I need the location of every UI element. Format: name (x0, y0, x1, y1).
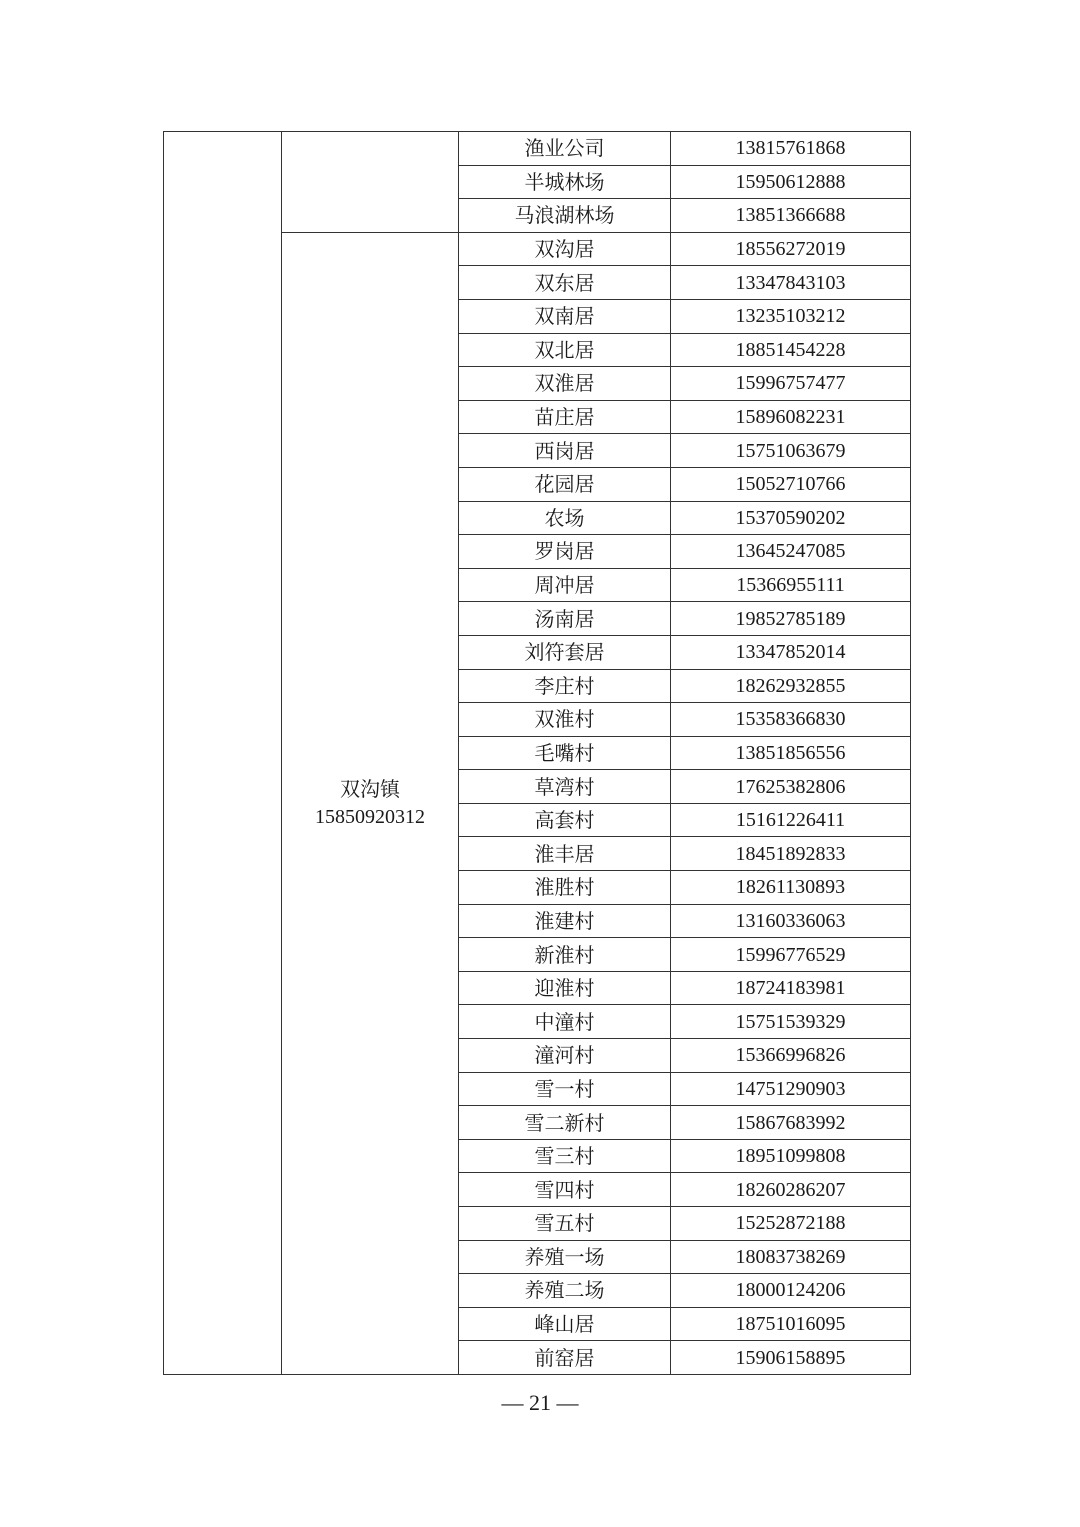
unit-name: 马浪湖林场 (459, 199, 671, 233)
unit-name: 雪五村 (459, 1207, 671, 1241)
unit-name: 淮建村 (459, 904, 671, 938)
unit-phone: 13235103212 (671, 299, 911, 333)
unit-phone: 15906158895 (671, 1341, 911, 1375)
unit-phone: 13347852014 (671, 635, 911, 669)
unit-phone: 14751290903 (671, 1072, 911, 1106)
unit-name: 雪二新村 (459, 1106, 671, 1140)
unit-name: 双沟居 (459, 232, 671, 266)
unit-name: 罗岗居 (459, 535, 671, 569)
unit-phone: 15161226411 (671, 803, 911, 837)
unit-name: 草湾村 (459, 770, 671, 804)
unit-name: 双淮居 (459, 367, 671, 401)
unit-phone: 13347843103 (671, 266, 911, 300)
unit-name: 峰山居 (459, 1307, 671, 1341)
unit-phone: 18556272019 (671, 232, 911, 266)
unit-phone: 15751539329 (671, 1005, 911, 1039)
unit-phone: 15358366830 (671, 703, 911, 737)
unit-phone: 18261130893 (671, 871, 911, 905)
unit-phone: 18951099808 (671, 1139, 911, 1173)
unit-name: 中潼村 (459, 1005, 671, 1039)
town-cell (282, 232, 459, 1374)
unit-name: 迎淮村 (459, 971, 671, 1005)
page-number: — 21 — (501, 1390, 579, 1415)
unit-phone: 15867683992 (671, 1106, 911, 1140)
unit-phone: 15896082231 (671, 400, 911, 434)
unit-name: 雪四村 (459, 1173, 671, 1207)
unit-name: 农场 (459, 501, 671, 535)
unit-phone: 15751063679 (671, 434, 911, 468)
unit-phone: 15996776529 (671, 938, 911, 972)
unit-name: 半城林场 (459, 165, 671, 199)
unit-phone: 13851856556 (671, 736, 911, 770)
unit-name: 淮胜村 (459, 871, 671, 905)
unit-name: 李庄村 (459, 669, 671, 703)
town-name: 双沟镇 (340, 777, 400, 802)
town-phone: 15850920312 (315, 806, 425, 829)
unit-name: 汤南居 (459, 602, 671, 636)
contact-table-body (164, 132, 911, 1375)
unit-name: 潼河村 (459, 1039, 671, 1073)
unit-name: 毛嘴村 (459, 736, 671, 770)
unit-phone: 13851366688 (671, 199, 911, 233)
unit-phone: 13815761868 (671, 132, 911, 166)
unit-name: 周冲居 (459, 568, 671, 602)
unit-phone: 18751016095 (671, 1307, 911, 1341)
unit-phone: 17625382806 (671, 770, 911, 804)
unit-phone: 15366996826 (671, 1039, 911, 1073)
unit-phone: 15996757477 (671, 367, 911, 401)
unit-name: 养殖二场 (459, 1274, 671, 1308)
unit-name: 双东居 (459, 266, 671, 300)
unit-phone: 19852785189 (671, 602, 911, 636)
unit-name: 渔业公司 (459, 132, 671, 166)
group-cell (282, 132, 459, 233)
unit-name: 前窑居 (459, 1341, 671, 1375)
contact-table (163, 131, 911, 1375)
unit-phone: 15052710766 (671, 467, 911, 501)
unit-phone: 15366955111 (671, 568, 911, 602)
unit-phone: 13645247085 (671, 535, 911, 569)
unit-phone: 18000124206 (671, 1274, 911, 1308)
unit-phone: 15950612888 (671, 165, 911, 199)
table-row (164, 132, 911, 166)
unit-phone: 18262932855 (671, 669, 911, 703)
unit-phone: 18083738269 (671, 1240, 911, 1274)
unit-name: 双南居 (459, 299, 671, 333)
unit-phone: 18724183981 (671, 971, 911, 1005)
unit-name: 苗庄居 (459, 400, 671, 434)
unit-phone: 18260286207 (671, 1173, 911, 1207)
unit-phone: 15252872188 (671, 1207, 911, 1241)
unit-name: 高套村 (459, 803, 671, 837)
unit-name: 雪一村 (459, 1072, 671, 1106)
unit-name: 花园居 (459, 467, 671, 501)
unit-name: 雪三村 (459, 1139, 671, 1173)
county-cell (164, 132, 282, 1375)
unit-name: 双淮村 (459, 703, 671, 737)
unit-phone: 18851454228 (671, 333, 911, 367)
unit-name: 淮丰居 (459, 837, 671, 871)
unit-name: 双北居 (459, 333, 671, 367)
unit-phone: 13160336063 (671, 904, 911, 938)
unit-phone: 15370590202 (671, 501, 911, 535)
unit-name: 养殖一场 (459, 1240, 671, 1274)
unit-phone: 18451892833 (671, 837, 911, 871)
unit-name: 刘符套居 (459, 635, 671, 669)
unit-name: 西岗居 (459, 434, 671, 468)
unit-name: 新淮村 (459, 938, 671, 972)
